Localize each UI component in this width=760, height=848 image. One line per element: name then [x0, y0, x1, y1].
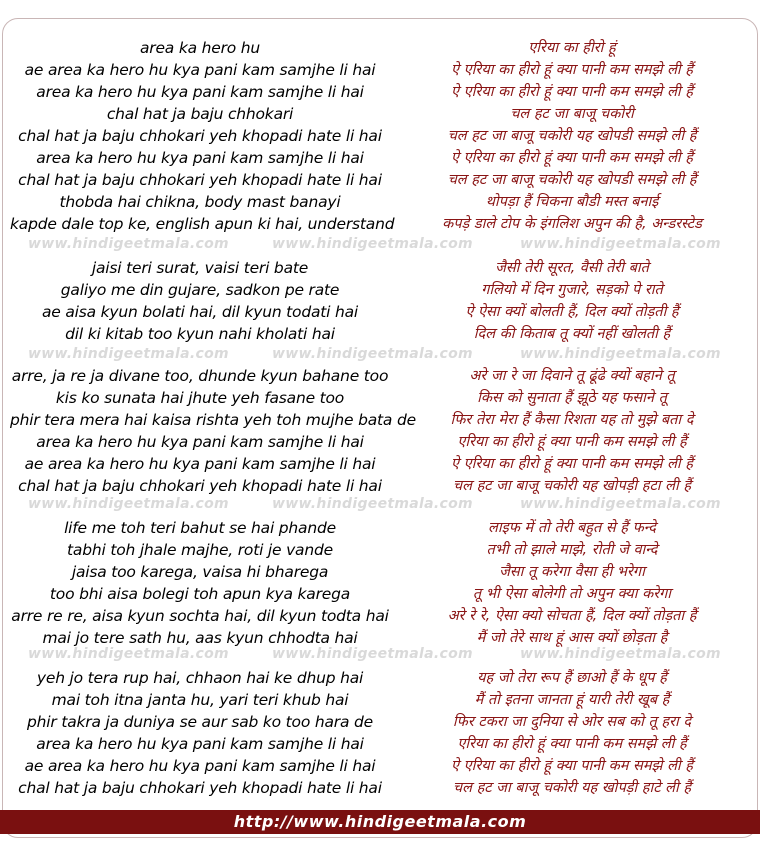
lyric-line-english: area ka hero hu kya pani kam samjhe li hai [36, 83, 364, 101]
lyric-line-english: arre re re, aisa kyun sochta hai, dil kyun todta hai [11, 607, 389, 625]
lyric-line-hindi: गलियो में दिन गुजारे, सड़को पे राते [481, 282, 663, 298]
lyric-line-hindi: थोपड़ा हैं चिकना बौडी मस्त बनाई [485, 194, 659, 210]
lyric-line-english: chal hat ja baju chhokari yeh khopadi hate li hai [18, 477, 382, 495]
lyric-line-hindi: तू भी ऐसा बोलेगी तो अपुन क्या करेगा [472, 586, 672, 602]
lyric-line-english: mai jo tere sath hu, aas kyun chhodta hai [42, 629, 358, 647]
lyric-line-hindi: कपड़े डाले टोप के इंगलिश अपुन की है, अन्डरस्टेड [442, 216, 702, 232]
lyric-line-hindi: तभी तो झाले माझे, रोती जे वान्दे [486, 542, 658, 558]
lyric-line-hindi: एरिया का हीरो हूं क्या पानी कम समझे ली हैं [457, 736, 687, 752]
lyric-line-english: area ka hero hu kya pani kam samjhe li hai [36, 433, 364, 451]
watermark-text: www.hindigeetmala.com [28, 236, 229, 252]
lyric-line-english: kapde dale top ke, english apun ki hai, understand [10, 215, 395, 233]
lyric-line-hindi: ऐ एरिया का हीरो हूं क्या पानी कम समझे ली हैं [451, 758, 693, 774]
lyric-line-hindi: जैसा तू करेगा वैसा ही भरेगा [499, 564, 645, 580]
lyric-line-english: phir tera mera hai kaisa rishta yeh toh mujhe bata de [10, 411, 416, 429]
lyric-line-english: chal hat ja baju chhokari yeh khopadi hate li hai [18, 779, 382, 797]
lyric-line-english: thobda hai chikna, body mast banayi [59, 193, 341, 211]
watermark-text: www.hindigeetmala.com [520, 236, 721, 252]
lyric-line-hindi: ऐ ऐसा क्यों बोलती हैं, दिल क्यों तोड़ती हैं [465, 304, 679, 320]
watermark-text: www.hindigeetmala.com [520, 646, 721, 662]
lyric-line-hindi: यह जो तेरा रूप हैं छाओ हैं के धूप हैं [477, 670, 667, 686]
lyric-line-english: jaisa too karega, vaisa hi bharega [71, 563, 329, 581]
watermark-text: www.hindigeetmala.com [272, 646, 473, 662]
lyric-line-hindi: अरे रे रे, ऐसा क्यो सोचता हैं, दिल क्यों तोड़ता हैं [447, 608, 697, 624]
watermark-text: www.hindigeetmala.com [520, 496, 721, 512]
watermark-text: www.hindigeetmala.com [28, 646, 229, 662]
lyric-line-hindi: चल हट जा बाजू चकोरी यह खोपडी समझे ली हैं [447, 128, 697, 144]
lyric-line-hindi: फिर तेरा मेरा हैं कैसा रिशता यह तो मुझे बता दे [450, 412, 694, 428]
watermark-text: www.hindigeetmala.com [28, 346, 229, 362]
lyric-line-hindi: दिल की किताब तू क्यों नहीं खोलती हैं [473, 326, 671, 342]
lyric-line-english: life me toh teri bahut se hai phande [64, 519, 336, 537]
lyric-line-english: chal hat ja baju chhokari [106, 105, 294, 123]
lyric-line-hindi: किस को सुनाता हैं झूठे यह फसाने तू [477, 390, 667, 406]
lyric-line-english: phir takra ja duniya se aur sab ko too hara de [27, 713, 373, 731]
watermark-text: www.hindigeetmala.com [272, 346, 473, 362]
lyric-line-hindi: फिर टकरा जा दुनिया से ओर सब को तू हरा दे [452, 714, 692, 730]
lyric-line-english: area ka hero hu kya pani kam samjhe li hai [36, 735, 364, 753]
lyric-line-hindi: ऐ एरिया का हीरो हूं क्या पानी कम समझे ली हैं [451, 150, 693, 166]
watermark-text: www.hindigeetmala.com [520, 346, 721, 362]
watermark-text: www.hindigeetmala.com [272, 236, 473, 252]
watermark-text: www.hindigeetmala.com [272, 496, 473, 512]
lyric-line-hindi: मैं तो इतना जानता हूं यारी तेरी खूब हैं [474, 692, 670, 708]
lyric-line-english: ae area ka hero hu kya pani kam samjhe li hai [24, 455, 376, 473]
lyric-line-hindi: लाइफ में तो तेरी बहुत से हैं फन्दे [488, 520, 656, 536]
lyric-line-hindi: एरिया का हीरो हूं क्या पानी कम समझे ली हैं [457, 434, 687, 450]
lyric-line-hindi: ऐ एरिया का हीरो हूं क्या पानी कम समझे ली हैं [451, 62, 693, 78]
lyric-line-english: chal hat ja baju chhokari yeh khopadi hate li hai [18, 171, 382, 189]
lyric-line-english: area ka hero hu [139, 39, 261, 57]
lyric-line-english: yeh jo tera rup hai, chhaon hai ke dhup hai [36, 669, 364, 687]
lyric-line-english: ae area ka hero hu kya pani kam samjhe li hai [24, 757, 376, 775]
lyric-line-hindi: ऐ एरिया का हीरो हूं क्या पानी कम समझे ली हैं [451, 456, 693, 472]
lyric-line-english: arre, ja re ja divane too, dhunde kyun bahane too [11, 367, 389, 385]
lyric-line-english: kis ko sunata hai jhute yeh fasane too [55, 389, 345, 407]
lyric-line-english: too bhi aisa bolegi toh apun kya karega [49, 585, 351, 603]
lyric-line-english: dil ki kitab too kyun nahi kholati hai [65, 325, 335, 343]
lyric-line-hindi: चल हट जा बाजू चकोरी यह खोपड़ी हटा ली हैं [452, 478, 692, 494]
lyric-line-english: mai toh itna janta hu, yari teri khub hai [51, 691, 349, 709]
lyric-line-english: area ka hero hu kya pani kam samjhe li hai [36, 149, 364, 167]
watermark-text: www.hindigeetmala.com [28, 496, 229, 512]
lyric-line-hindi: मैं जो तेरे साथ हूं आस क्यों छोड़ता है [476, 630, 668, 646]
lyric-line-english: chal hat ja baju chhokari yeh khopadi hate li hai [18, 127, 382, 145]
lyric-line-english: jaisi teri surat, vaisi teri bate [91, 259, 309, 277]
lyric-line-hindi: चल हट जा बाजू चकोरी यह खोपड़ी हाटे ली हैं [452, 780, 692, 796]
lyric-line-english: ae area ka hero hu kya pani kam samjhe li hai [24, 61, 376, 79]
lyric-line-hindi: अरे जा रे जा दिवाने तू ढूंढे क्यों बहाने तू [469, 368, 675, 384]
lyric-line-english: galiyo me din gujare, sadkon pe rate [60, 281, 340, 299]
lyric-line-hindi: ऐ एरिया का हीरो हूं क्या पानी कम समझे ली हैं [451, 84, 693, 100]
footer-bar [0, 810, 760, 834]
lyric-line-hindi: एरिया का हीरो हूं [528, 40, 616, 56]
footer-url-link[interactable]: http://www.hindigeetmala.com [233, 812, 527, 831]
lyric-line-hindi: चल हट जा बाजू चकोरी [510, 106, 634, 122]
lyric-line-english: tabhi toh jhale majhe, roti je vande [67, 541, 333, 559]
lyric-line-hindi: चल हट जा बाजू चकोरी यह खोपडी समझे ली हैं [447, 172, 697, 188]
lyric-line-hindi: जैसी तेरी सूरत, वैसी तेरी बाते [495, 260, 649, 276]
lyric-line-english: ae aisa kyun bolati hai, dil kyun todati hai [41, 303, 359, 321]
